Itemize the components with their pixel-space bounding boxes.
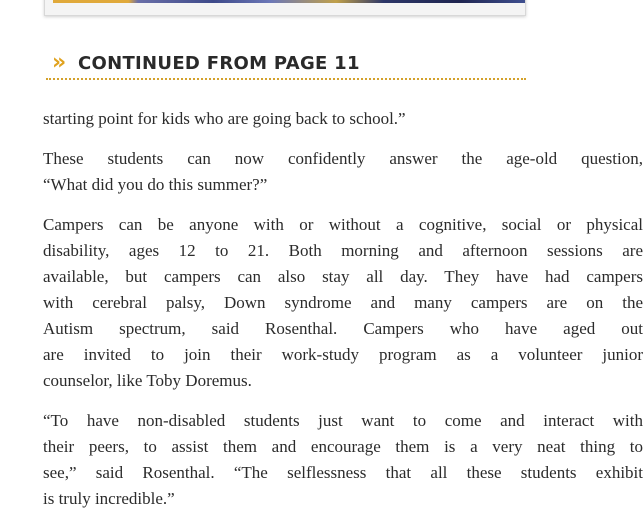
text-line: Campers can be anyone with or without a cognitive, social or physical: [43, 215, 643, 234]
paragraph-4: [43, 408, 643, 512]
text-line: see,” said Rosenthal. “The selflessness that all these students exhibit: [43, 463, 643, 482]
text-line: “To have non-disabled students just want to come and interact with: [43, 411, 643, 430]
text-line: starting point for kids who are going back to school.”: [43, 109, 406, 128]
text-line: counselor, like Toby Doremus.: [43, 371, 252, 390]
continued-header: [46, 52, 526, 80]
photo-image: [53, 0, 525, 3]
continued-title: CONTINUED FROM PAGE 11: [78, 53, 360, 74]
article-body: [43, 106, 643, 526]
paragraph-1: [43, 106, 643, 132]
text-line: “What did you do this summer?”: [43, 175, 268, 194]
text-line: These students can now confidently answer the age-old question,: [43, 149, 643, 168]
text-line: is truly incredible.”: [43, 489, 175, 508]
text-line: Autism spectrum, said Rosenthal. Campers who have aged out: [43, 319, 643, 338]
double-chevron-icon: »: [52, 50, 64, 75]
photo-frame: [44, 0, 526, 16]
text-line: disability, ages 12 to 21. Both morning and afternoon sessions are: [43, 241, 643, 260]
text-line: their peers, to assist them and encourage them is a very neat thing to: [43, 437, 643, 456]
paragraph-2: [43, 146, 643, 198]
text-line: available, but campers can also stay all day. They have had campers: [43, 267, 643, 286]
paragraph-3: [43, 212, 643, 394]
text-line: are invited to join their work-study program as a volunteer junior: [43, 345, 643, 364]
text-line: with cerebral palsy, Down syndrome and many campers are on the: [43, 293, 643, 312]
